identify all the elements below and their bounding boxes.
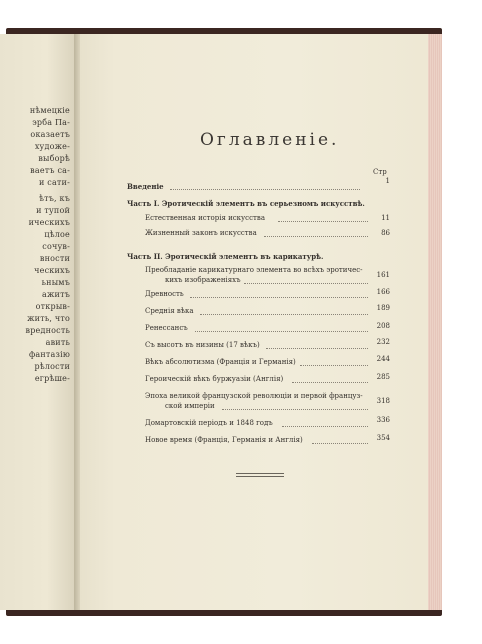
- toc-page-number: 11: [381, 214, 390, 222]
- toc-entry: Новое время (Франція, Германія и Англія): [145, 436, 303, 444]
- page-column-label: Стр: [373, 168, 387, 176]
- left-page-line: нѣмецкіе: [29, 106, 70, 115]
- toc-entry: Естественная исторія искусства: [145, 214, 266, 222]
- left-page-line: егрѣше-: [34, 374, 70, 383]
- left-page-line: и тупой: [36, 206, 70, 215]
- leader-dots: [200, 314, 368, 315]
- leader-dots: [170, 189, 360, 190]
- leader-dots: [278, 221, 368, 222]
- leader-dots: [266, 348, 368, 349]
- left-page-line: сочув-: [42, 242, 70, 251]
- leader-dots: [292, 382, 368, 383]
- toc-entry: Съ высотъ въ низины (17 вѣкъ): [145, 341, 260, 349]
- toc-entry: Ренессансъ: [145, 324, 188, 332]
- left-page-line: жить, что: [27, 314, 70, 323]
- toc-part-heading: Часть I. Эротическій элементъ въ серьезномъ искусствѣ.: [127, 199, 365, 208]
- left-page-line: ваетъ са-: [30, 166, 70, 175]
- left-page-line: авить: [45, 338, 70, 347]
- toc-entry: Домартовскій періодъ и 1848 годъ: [145, 419, 273, 427]
- left-page-line: выборѣ: [38, 154, 70, 163]
- leader-dots: [190, 297, 368, 298]
- toc-page-number: 354: [376, 434, 390, 442]
- left-page-line: вредность: [25, 326, 70, 335]
- left-page-line: вности: [39, 254, 70, 263]
- left-page-line: ажитъ: [42, 290, 70, 299]
- toc-entry: Героическій вѣкъ буржуазіи (Англія): [145, 375, 284, 383]
- toc-entry: Древность: [145, 290, 184, 298]
- left-page: [0, 34, 78, 610]
- toc-page-number: 336: [376, 416, 390, 424]
- leader-dots: [300, 365, 368, 366]
- left-page-line: цѣлое: [44, 230, 70, 239]
- left-page-line: ческихъ: [34, 266, 70, 275]
- end-rule: [236, 476, 284, 477]
- leader-dots: [222, 409, 368, 410]
- toc-page-number: 161: [376, 271, 390, 279]
- toc-entry-continued: ской имперіи: [165, 402, 215, 410]
- leader-dots: [195, 331, 368, 332]
- leader-dots: [264, 236, 368, 237]
- left-page-line: оказаетъ: [30, 130, 70, 139]
- left-page-line: рѣлости: [34, 362, 70, 371]
- end-rule: [236, 473, 284, 474]
- left-page-line: художе-: [34, 142, 70, 151]
- left-page-line: ѣтъ, къ: [39, 194, 70, 203]
- left-page-line: эрба Па-: [32, 118, 70, 127]
- toc-page-number: 166: [376, 288, 390, 296]
- left-page-line: ическихъ: [28, 218, 70, 227]
- toc-page-number: 86: [381, 229, 390, 237]
- page-edges: [428, 34, 442, 610]
- toc-page-number: 285: [376, 373, 390, 381]
- toc-entry: Эпоха великой французской революціи и первой француз-: [145, 392, 363, 400]
- toc-page-number: 189: [376, 304, 390, 312]
- left-page-line: ьнымъ: [41, 278, 70, 287]
- toc-entry-intro: Введеніе: [127, 182, 164, 191]
- toc-entry: Жизненный законъ искусства: [145, 229, 257, 237]
- toc-entry: Преобладаніе карикатурнаго элемента во всѣхъ эротичес-: [145, 266, 363, 274]
- toc-entry: Вѣкъ абсолютизма (Франція и Германія): [145, 358, 296, 366]
- left-page-line: открыв-: [35, 302, 70, 311]
- toc-page-number: 208: [376, 322, 390, 330]
- toc-page-number: 244: [376, 355, 390, 363]
- left-page-line: фантазію: [28, 350, 70, 359]
- leader-dots: [244, 283, 368, 284]
- toc-page-number: 318: [376, 397, 390, 405]
- page-title: Оглавленіе.: [200, 130, 340, 150]
- toc-entry: Среднія вѣка: [145, 307, 194, 315]
- leader-dots: [282, 426, 368, 427]
- left-page-line: и сати-: [39, 178, 70, 187]
- toc-page-number: 232: [376, 338, 390, 346]
- toc-part-heading: Часть II. Эротическій элементъ въ карикатурѣ.: [127, 252, 324, 261]
- leader-dots: [312, 443, 368, 444]
- toc-entry-continued: кихъ изображеніяхъ: [165, 276, 241, 284]
- toc-page-number: 1: [385, 177, 390, 185]
